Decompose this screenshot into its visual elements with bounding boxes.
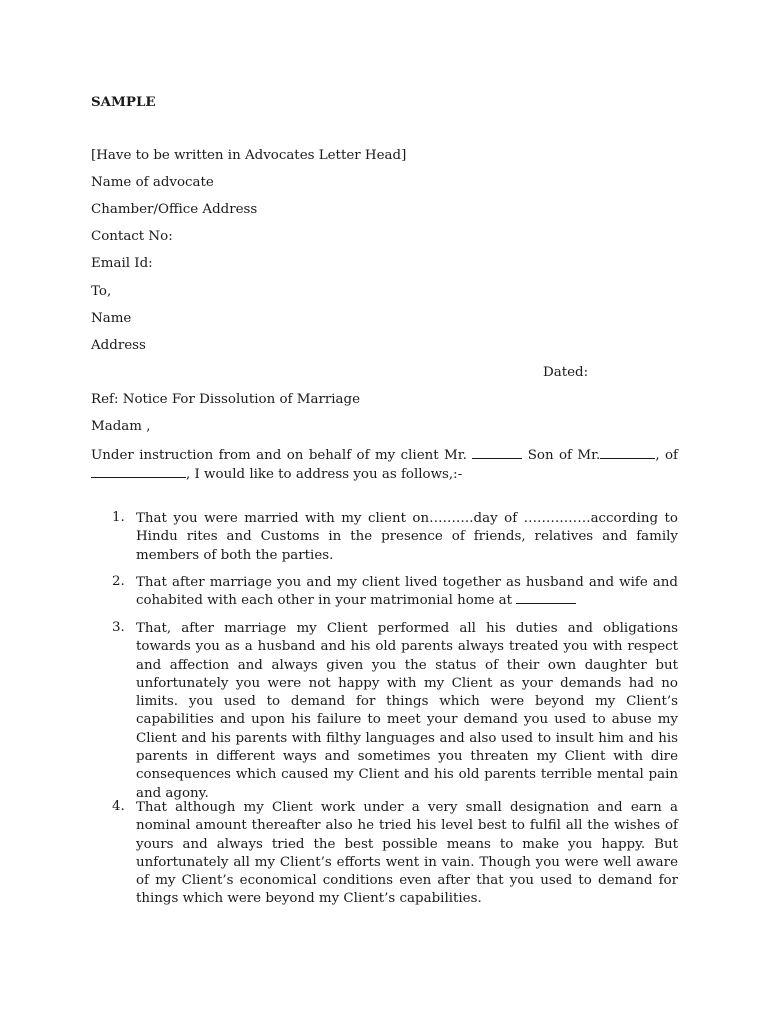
client-name-blank xyxy=(472,447,522,459)
home-address-blank xyxy=(516,592,576,604)
item-number: 3. xyxy=(112,620,125,635)
intro-text-1: Under instruction from and on behalf of my client Mr. xyxy=(91,448,467,463)
letterhead-note: [Have to be written in Advocates Letter Head] xyxy=(91,148,407,163)
intro-text-3: , of xyxy=(655,448,678,463)
item-text xyxy=(136,574,678,611)
document-title: SAMPLE xyxy=(91,94,156,110)
item-number: 2. xyxy=(112,574,125,589)
item-text: That although my Client work under a very small designation and earn a nominal amount thereafter also he tried his level best to fulfil all the wishes of yours and always tried the best possible means to make you happy. But unfortunately all my Client’s efforts went in vain. Though you were well aware of my Client’s economical conditions even after that you used to demand for things which were beyond my Client’s capabilities. xyxy=(136,800,678,907)
address-blank xyxy=(91,466,186,478)
item-number: 4. xyxy=(112,799,125,814)
item-text: That you were married with my client on……….day of ……………according to Hindu rites and Customs in the presence of friends, relatives and family members of both the parties. xyxy=(136,511,678,563)
intro-text-4: , I would like to address you as follows,:- xyxy=(186,467,463,482)
intro-text-2: Son of Mr. xyxy=(527,448,601,463)
item-text-content: That after marriage you and my client lived together as husband and wife and cohabited with each other in your matrimonial home at xyxy=(136,575,678,609)
reference-line: Ref: Notice For Dissolution of Marriage xyxy=(91,392,361,407)
salutation: Madam , xyxy=(91,419,151,434)
email-id: Email Id: xyxy=(91,256,153,271)
recipient-to: To, xyxy=(91,284,112,299)
recipient-address: Address xyxy=(91,338,146,353)
contact-number: Contact No: xyxy=(91,229,173,244)
intro-paragraph xyxy=(91,446,678,484)
office-address: Chamber/Office Address xyxy=(91,202,258,217)
item-number: 1. xyxy=(112,510,125,525)
advocate-name: Name of advocate xyxy=(91,175,214,190)
father-name-blank xyxy=(600,447,655,459)
item-text: That, after marriage my Client performed all his duties and obligations towards you as a husband and his old parents always treated you with respect and affection and always given you the status of their own daughter but unfortunately you were not happy with my Client as your demands had no limits. you used to demand for things which were beyond my Client’s capabilities and upon his failure to meet your demand you used to abuse my Client and his parents with filthy languages and also used to insult him and his parents in different ways and sometimes you threaten my Client with dire consequences which caused my Client and his old parents terrible mental pain and agony. xyxy=(136,621,678,801)
recipient-name: Name xyxy=(91,311,132,326)
dated-label: Dated: xyxy=(543,365,589,380)
